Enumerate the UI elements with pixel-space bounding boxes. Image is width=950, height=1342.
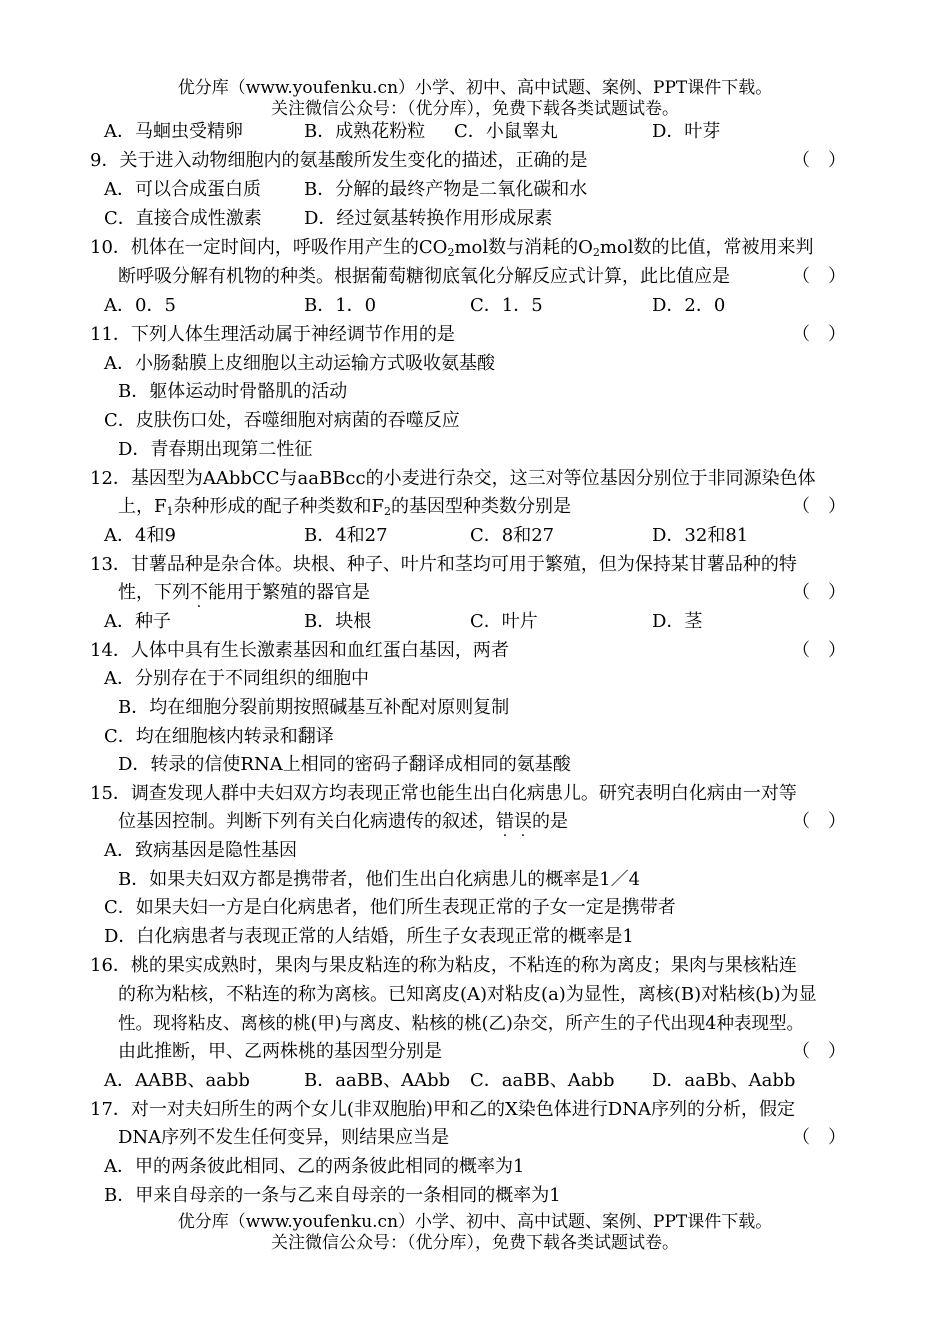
q8-option-b: B．成熟花粉粒 xyxy=(304,121,426,142)
q16-option-a: A．AABB、aabb xyxy=(104,1070,250,1091)
q13-stem-line1: 13．甘薯品种是杂合体。块根、种子、叶片和茎均可用于繁殖，但为保持某甘薯品种的特 xyxy=(90,554,797,575)
q15-stem-line1: 15．调查发现人群中夫妇双方均表现正常也能生出白化病患儿。研究表明白化病由一对等 xyxy=(90,783,797,804)
header-line-2: 关注微信公众号：（优分库），免费下载各类试题试卷。 xyxy=(271,99,679,119)
q13-option-a: A．种子 xyxy=(104,611,171,632)
q16-stem-line3: 性。现将粘皮、离核的桃(甲)与离皮、粘核的桃(乙)杂交，所产生的子代出现4种表现型。 xyxy=(118,1014,804,1034)
q15-answer-paren: （ ） xyxy=(792,811,846,832)
q12-answer-paren: （ ） xyxy=(792,496,846,517)
q17-option-b: B．甲来自母亲的一条与乙来自母亲的一条相同的概率为1 xyxy=(104,1185,561,1206)
q10-option-c: C．1．5 xyxy=(470,295,543,316)
q13-option-c: C．叶片 xyxy=(470,611,538,632)
q12-option-c: C．8和27 xyxy=(470,525,555,546)
q11-option-a: A．小肠黏膜上皮细胞以主动运输方式吸收氨基酸 xyxy=(104,353,495,374)
page-header xyxy=(0,78,950,120)
q9-stem: 9．关于进入动物细胞内的氨基酸所发生变化的描述，正确的是 xyxy=(90,150,588,171)
q17-answer-paren: （ ） xyxy=(792,1127,846,1148)
q10-stem-line1: 10．机体在一定时间内，呼吸作用产生的$CO_2mol$数与消耗的$O_2mol$数的比值，常被用来判 xyxy=(90,237,814,259)
q14-option-c: C．均在细胞核内转录和翻译 xyxy=(104,726,334,747)
q12-option-d: D．32和81 xyxy=(652,525,749,546)
q16-stem-line1: 16．桃的果实成熟时，果肉与果皮粘连的称为粘皮，不粘连的称为离皮；果肉与果核粘连 xyxy=(90,955,797,976)
q8-option-c: C．小鼠睾丸 xyxy=(454,121,558,142)
q14-answer-paren: （ ） xyxy=(792,640,846,661)
q16-stem-line4: 由此推断，甲、乙两株桃的基因型分别是 xyxy=(118,1041,442,1062)
q17-stem-line2: DNA序列不发生任何变异，则结果应当是 xyxy=(118,1127,450,1148)
q17-option-a: A．甲的两条彼此相同、乙的两条彼此相同的概率为1 xyxy=(104,1156,525,1177)
footer-line-1: 优分库（www.youfenku.cn）小学、初中、高中试题、案例、PPT课件下载。 xyxy=(177,1212,773,1232)
q16-option-c: C．aaBB、Aabb xyxy=(470,1070,615,1091)
q15-option-d: D．白化病患者与表现正常的人结婚，所生子女表现正常的概率是1 xyxy=(104,926,634,947)
q10-option-d: D．2．0 xyxy=(652,295,726,316)
q10-option-a: A．0．5 xyxy=(104,295,176,316)
q12-stem-line2: 上，$F_1$杂种形成的配子种类数和$F_2$的基因型种类数分别是 xyxy=(118,496,571,518)
q8-option-a: A．马蛔虫受精卵 xyxy=(104,121,243,142)
emphasis-dot-mark: 不 xyxy=(190,582,208,603)
q8-option-d: D．叶芽 xyxy=(652,121,721,142)
q15-stem-line2: 位基因控制。判断下列有关白化病遗传的叙述，错误的是 xyxy=(118,811,568,832)
q10-answer-paren: （ ） xyxy=(792,266,846,287)
q12-option-a: A．4和9 xyxy=(104,525,176,546)
emphasis-dot-mark: 错 xyxy=(496,811,514,832)
q14-option-d: D．转录的信使RNA上相同的密码子翻译成相同的氨基酸 xyxy=(118,754,571,775)
q12-stem-line1: 12．基因型为AAbbCC与aaBBcc的小麦进行杂交，这三对等位基因分别位于非同源染色体 xyxy=(90,468,816,489)
emphasis-dot-mark: 误 xyxy=(514,811,532,832)
q12-option-b: B．4和27 xyxy=(304,525,388,546)
q9-answer-paren: （ ） xyxy=(792,150,846,171)
q9-option-c: C．直接合成性激素 xyxy=(104,208,262,229)
q10-stem-line2: 断呼吸分解有机物的种类。根据葡萄糖彻底氧化分解反应式计算，此比值应是 xyxy=(118,266,730,287)
q16-option-b: B．aaBB、AAbb xyxy=(304,1070,451,1091)
q9-option-d: D．经过氨基转换作用形成尿素 xyxy=(304,208,553,229)
q13-stem-line2: 性，下列不能用于繁殖的器官是 xyxy=(118,582,370,603)
q13-option-d: D．茎 xyxy=(652,611,703,632)
q10-option-b: B．1．0 xyxy=(304,295,377,316)
q16-option-d: D．aaBb、Aabb xyxy=(652,1070,796,1091)
q14-option-b: B．均在细胞分裂前期按照碱基互补配对原则复制 xyxy=(118,697,510,718)
q13-option-b: B．块根 xyxy=(304,611,372,632)
q13-answer-paren: （ ） xyxy=(792,582,846,603)
header-line-1: 优分库（www.youfenku.cn）小学、初中、高中试题、案例、PPT课件下载。 xyxy=(177,78,773,98)
footer-line-2: 关注微信公众号：（优分库），免费下载各类试题试卷。 xyxy=(271,1233,679,1253)
q14-option-a: A．分别存在于不同组织的细胞中 xyxy=(104,668,369,689)
q11-option-c: C．皮肤伤口处，吞噬细胞对病菌的吞噬反应 xyxy=(104,410,460,431)
q9-option-b: B．分解的最终产物是二氧化碳和水 xyxy=(304,179,588,200)
q9-option-a: A．可以合成蛋白质 xyxy=(104,179,261,200)
q11-option-b: B．躯体运动时骨骼肌的活动 xyxy=(118,381,348,402)
page-footer xyxy=(0,1212,950,1254)
q15-option-a: A．致病基因是隐性基因 xyxy=(104,840,297,861)
q15-option-b: B．如果夫妇双方都是携带者，他们生出白化病患儿的概率是1／4 xyxy=(118,869,641,890)
q14-stem: 14．人体中具有生长激素基因和血红蛋白基因，两者 xyxy=(90,640,509,661)
q11-option-d: D．青春期出现第二性征 xyxy=(118,439,313,460)
q16-answer-paren: （ ） xyxy=(792,1041,846,1062)
q16-stem-line2: 的称为粘核，不粘连的称为离核。已知离皮(A)对粘皮(a)为显性，离核(B)对粘核(b)为显 xyxy=(118,984,817,1005)
q11-stem: 11．下列人体生理活动属于神经调节作用的是 xyxy=(90,324,455,345)
q17-stem-line1: 17．对一对夫妇所生的两个女儿(非双胞胎)甲和乙的X染色体进行DNA序列的分析，假定 xyxy=(90,1099,795,1120)
q15-option-c: C．如果夫妇一方是白化病患者，他们所生表现正常的子女一定是携带者 xyxy=(104,897,676,918)
q11-answer-paren: （ ） xyxy=(792,324,846,345)
